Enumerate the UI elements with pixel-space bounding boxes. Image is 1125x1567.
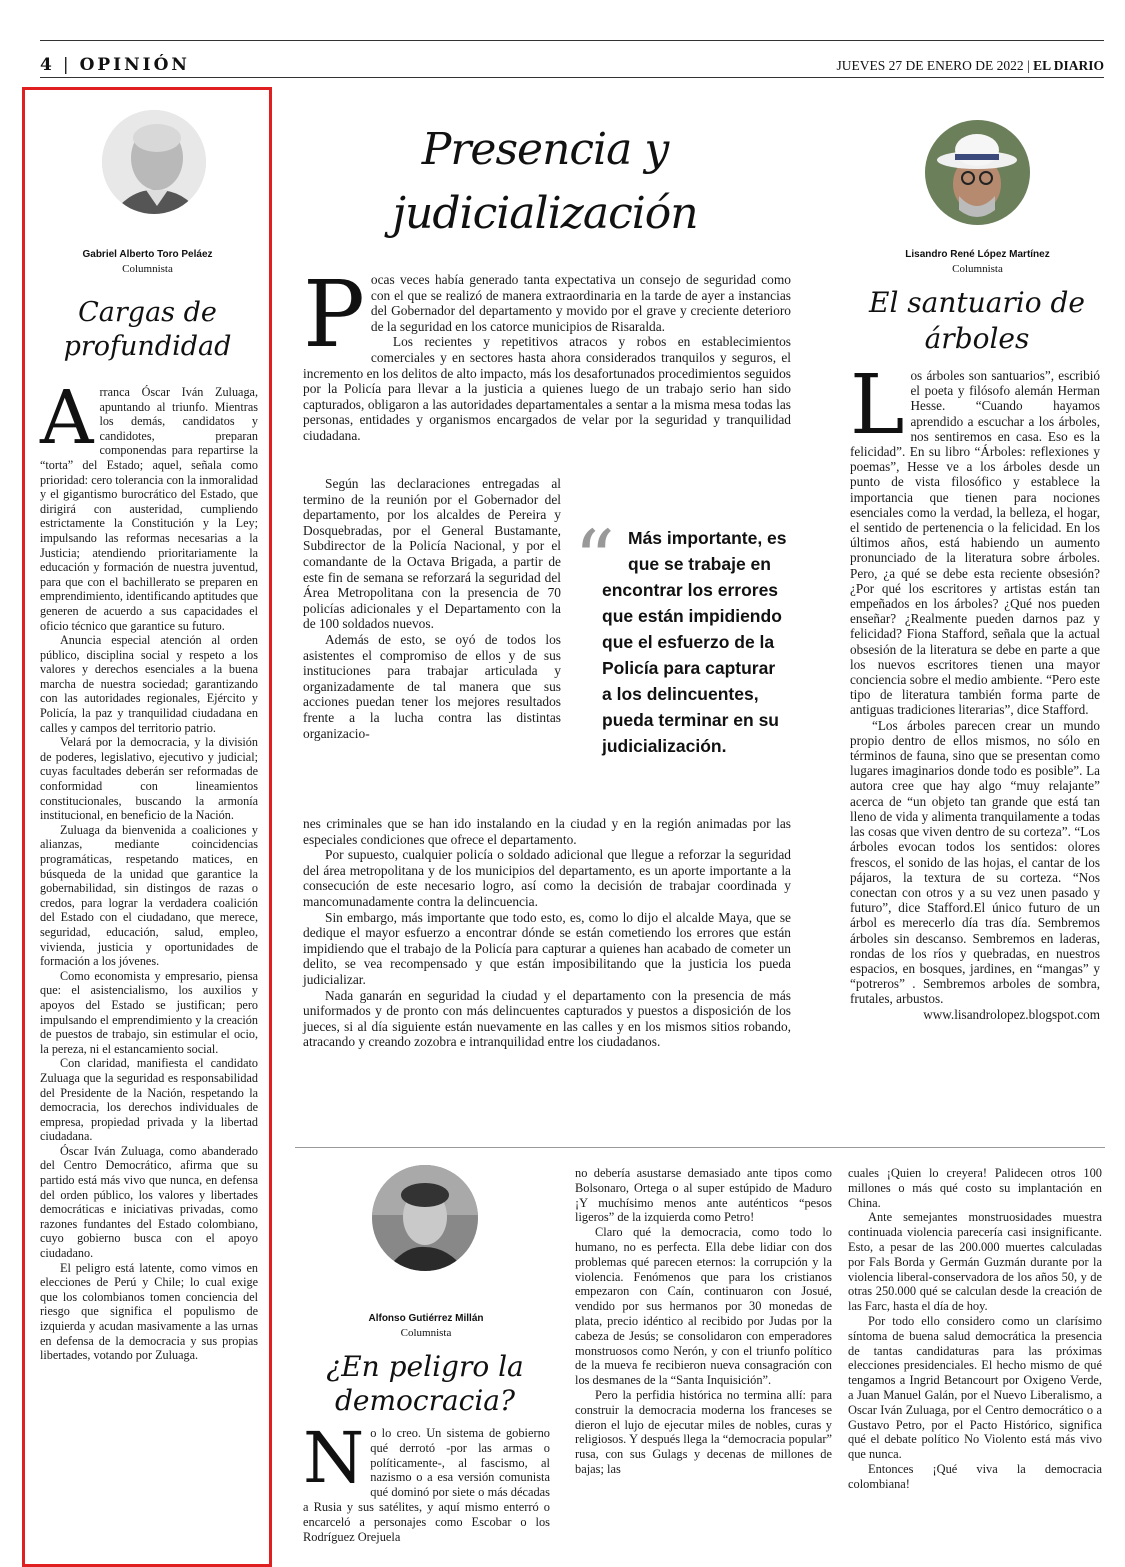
bottom-paragraph-7: Por todo ello considero como un clarísimo síntoma de buena salud democrática la presencia de tantas candidaturas para las próximas elecciones presidenciales. El hecho mismo de qué tengamos a Ingrid Betancourt por Oxigeno Verde, a Juan Manuel Galán, por el Nuevo Liberalismo, a Oscar Iván Zuluaga, por el Centro democrático o a Gustavo Petro, por el Pacto Histórico, significa qué el debate político No Violento está más vivo que nunca. — [848, 1313, 1102, 1462]
editorial-paragraph-4a: Además de esto, se oyó de todos los asistentes el compromiso de ellos y de sus instituciones para trabajar articulada y organizadamente de tal manera que sus acciones puedan tener los mejores resultados frente a la lucha contra las distintas organizacio- — [303, 631, 561, 741]
author-role-left: Columnista — [122, 263, 173, 275]
bottom-paragraph-8: Entonces ¡Qué viva la democracia colombiana! — [848, 1461, 1102, 1491]
bottom-paragraph-1: o lo creo. Un sistema de gobierno qué derrotó -por las armas o políticamente-, al fascismo, al nazismo o a esa versión comunista qué dominó por siete o más décadas a Rusia y sus satélites, y aquí mismo enterró o encarceló a personajes como Escobar o los Rodríguez Orejuela — [303, 1426, 550, 1544]
page-number: 4 — [40, 55, 55, 75]
editorial-title-line1: Presencia y — [421, 124, 669, 175]
quote-mark-icon: “ — [574, 513, 615, 606]
section-name: OPINIÓN — [79, 55, 190, 75]
left-paragraph-2: Anuncia especial atención al orden público, disciplina social y respeto a los valores y derechos esenciales a la buena marcha de nuestra sociedad; garantizando con las autoridades regionales, Ejército y Policía, la paz y tranquilidad ciudadana en calles y campos del territorio patrio. — [40, 633, 258, 735]
editorial-paragraph-7: Nada ganarán en seguridad la ciudad y el departamento con la presencia de más uniformados y de pronto con más delincuentes capturados y puestos a disposición de los jueces, si al día siguiente están nuevamente en las calles y en los mismos sitios robando, atracando y creando zozobra e intranquilidad entre los ciudadanos. — [303, 987, 791, 1050]
column-title-bottom-line2: democracia? — [334, 1384, 515, 1417]
author-name-left: Gabriel Alberto Toro Peláez — [82, 249, 213, 260]
drop-cap-left: A — [40, 375, 94, 461]
header-bottom-rule — [40, 77, 1104, 78]
quote-line-7: a los delincuentes, — [602, 684, 759, 704]
right-paragraph-2: “Los árboles parecen crear un mundo propio dentro de ellos mismos, no sólo en términos de fauna, sino que se presentan como lugares imaginarios donde todo es posible”. La autora cree que hay algo “muy relajante” acerca de “un objeto tan grande que está tan lleno de vida y alimenta tranquilamente a todas las cosas que viven dentro de su corteza”. “Los árboles evocan todos los sentidos: olores frescos, el sonido de las hojas, el cantar de los pájaros, la textura de su corteza. “Nos conectan con otros y a su vez unen pasado y futuro”, dice Stafford.El único futuro de un árbol es merecerlo día tras día. Sembremos árboles sin descanso. Sembremos en laderas, rondas de los ríos y quebradas, en nuestros espacios, en bosques, jardines, en “mangas” y “potreros” . Sembremos arboles de sombra, frutales, arbustos. — [850, 717, 1100, 1007]
column-body-left — [40, 375, 258, 1363]
bottom-paragraph-4: Pero la perfidia histórica no termina allí: para construir la democracia moderna los franceses se dieron el lujo de ejecutar miles de nobles, curas y religiosos. Y después llega la “democracia popular” rusa, con sus Gulags y decenas de millones de bajas; las — [575, 1387, 832, 1476]
page-header-left — [40, 55, 190, 75]
bottom-section-rule — [295, 1147, 1105, 1148]
editorial-body-top — [303, 261, 791, 444]
bottom-paragraph-6: Ante semejantes monstruosidades muestra continuada violencia parecería casi insignificante. Esto, a pesar de las 200.000 muertes calculadas por Fals Borda y Germán Guzmán durante por la violencia liberal-conservadora de los años 50, y de otras 250.000 qué se calculan desde la creación de las Farc, hasta el día de hoy. — [848, 1210, 1102, 1314]
column-title-right-line2: árboles — [924, 322, 1030, 355]
column-title-bottom-line1: ¿En peligro la — [326, 1350, 524, 1383]
editorial-paragraph-6: Sin embargo, más importante que todo esto, es, como lo dijo el alcalde Maya, que se dedique el mayor esfuerzo a encontrar dónde se están cometiendo los errores que están impidiendo que el trabajo de la Policía para capturar a quienes han acabado de cometer un delito, se vea recompensado y que están imposibilitando que la justicia los pueda judicializar. — [303, 909, 791, 987]
quote-line-2: que se trabaje en — [628, 554, 771, 574]
left-paragraph-4: Zuluaga da bienvenida a coaliciones y alianzas, mediante coincidencias programáticas, respetando matices, en búsqueda de la unidad que garantice la gobernabilidad, sin distingos de razas o credos, para lograr la verdadera coalición del Estado con el ciudadano, que merece, seguridad, educación, salud, empleo, vivienda, justicia y oportunidades de formación a los jóvenes. — [40, 822, 258, 969]
editorial-body-narrow — [303, 476, 561, 741]
left-paragraph-1: rranca Óscar Iván Zuluaga, apuntando al triunfo. Mientras los demás, candidatos y candidotes, preparan componendas para repartirse la “torta” del Estado; aquel, señala como prioridad: cero tolerancia con la inmoralidad y el gigantismo burocrático del Estado, que dirigirá con austeridad, cumpliendo estrictamente la Constitución y la Ley; impulsando las reformas necesarias a la Justicia; atendiendo prioritariamente la educación y formación de nuestra juventud, para que con el bachillerato se preparen en emprendimiento, identificando aptitudes que generen de acuerdo a sus capacidades el oficio técnico que garantice su futuro. — [40, 385, 258, 633]
quote-line-4: que están impidiendo — [602, 606, 782, 626]
author-role-right: Columnista — [952, 263, 1003, 275]
quote-line-6: Policía para capturar — [602, 658, 776, 678]
column-body-right — [850, 358, 1100, 1022]
quote-line-3: encontrar los errores — [602, 580, 779, 600]
left-paragraph-8: El peligro está latente, como vimos en elecciones de Perú y Chile; lo cual exige que los colombianos tomen conciencia del riesgo que significa el populismo de izquierda y acudan masivamente a las urnas en defensa de la democracia y sus propias libertades, votando por Zuluaga. — [40, 1260, 258, 1363]
editorial-paragraph-1: ocas veces había generado tanta expectativa un consejo de seguridad como con el que se realizó de manera extraordinaria en la tarde de ayer a instancias del Gobernador del departamento y movido por el grave y creciente deterioro de la seguridad en los catorce municipios de Risaralda. — [370, 272, 791, 334]
editorial-paragraph-5: Por supuesto, cualquier policía o soldado adicional que llegue a reforzar la seguridad del área metropolitana y de los municipios del departamento, es un aporte importante a la consecución de este necesario logro, así como la decisión de trabajar coordinada y mancomunadamente contra la delincuencia. — [303, 847, 791, 909]
left-paragraph-3: Velará por la democracia, y la división de poderes, legislativo, ejecutivo y judicial; cuyas facultades deberán ser reformadas de conformidad con lineamientos constitucionales, buscando la armonía institucional, en beneficio de la Nación. — [40, 735, 258, 823]
editorial-paragraph-3: Según las declaraciones entregadas al termino de la reunión por el Gobernador del departamento, por los alcaldes de Pereira y Dosquebradas, por el General Bustamante, Subdirector de la Policía Nacional, y por el comandante de la Octava Brigada, a partir de este fin de semana se reforzará la seguridad del Área Metropolitana con la presencia de 70 policías adicionales y el Departamento con la de 100 soldados nuevos. — [303, 476, 561, 632]
bottom-paragraph-5: cuales ¡Quien lo creyera! Palidecen otros 100 millones o más qué costo su implantación en China. — [848, 1166, 1102, 1210]
top-rule — [40, 40, 1104, 41]
author-photo-lopez — [925, 120, 1030, 225]
author-photo-gutierrez — [372, 1165, 478, 1271]
editorial-title — [285, 118, 805, 246]
editorial-body-bottom — [303, 816, 791, 1050]
left-paragraph-6: Con claridad, manifiesta el candidato Zuluaga que la seguridad es responsabilidad del Presidente de la Nación, respetando la democracia, los derechos individuales de empresa, propiedad privada y la libertad ciudadana. — [40, 1056, 258, 1144]
author-name-right: Lisandro René López Martínez — [905, 249, 1050, 260]
column-title-bottom — [305, 1350, 545, 1418]
quote-line-9: judicialización. — [602, 736, 727, 756]
issue-date: JUEVES 27 DE ENERO DE 2022 — [836, 58, 1024, 73]
author-role-bottom: Columnista — [400, 1327, 452, 1339]
drop-cap-bottom: N — [303, 1417, 365, 1499]
bottom-paragraph-3: Claro qué la democracia, como todo lo humano, no es perfecta. Ella debe lidiar con dos problemas qué parecen eternos: la corrupción y la violencia. Fenómenos que para los cristianos empezaron con Caín, continuaron con Josué, vendido por sus hermanos por 30 monedas de plata, precio idéntico al recibido por Judas por la cabeza de Jesús; se consolidaron con emperadores monstruosos como Nerón, y con el triunfo político de la mueva fe recibieron nueva consagración con los desmanes de la “Santa Inquisición”. — [575, 1225, 832, 1388]
column-title-right-line1: El santuario de — [869, 286, 1085, 319]
author-name-bottom: Alfonso Gutiérrez Millán — [368, 1313, 484, 1324]
header-separator: | — [62, 55, 72, 75]
quote-line-5: que el esfuerzo de la — [602, 632, 775, 652]
quote-line-1: Más importante, es — [628, 528, 787, 548]
bottom-column-3 — [848, 1166, 1102, 1492]
bottom-column-1 — [303, 1417, 550, 1544]
right-paragraph-1: os árboles son santuarios”, escribió el poeta y filósofo alemán Herman Hesse. “Cuando hayamos aprendido a escuchar a los árboles, nos sentiremos en casa. Eso es la felicidad”. En su libro “Árboles: reflexiones y poemas”, Hesse ve a los árboles desde un punto de vista filosófico y establece la importancia que tienen para nociones esenciales como la verdad, la belleza, el hogar, el sentido de pertenencia o la felicidad. En los últimos años, está habiendo un aumento pronunciado de la literatura sobre árboles. Pero, ¿a qué se debe esta reciente obsesión? ¿Por qué los escritores y artistas están tan empeñados en los árboles? ¿Qué nos pueden enseñar? ¿Realmente pueden darnos paz y felicidad? Fiona Stafford, señala que la actual obsesión de la literatura se debe en parte a que los nuevos escritores tienen una mayor conciencia sobre el medio ambiente. “Pero este tipo de literatura también forma parte de antiguas tradiciones literarias”, dice Stafford. — [850, 368, 1100, 718]
editorial-paragraph-4b: nes criminales que se han ido instalando en la ciudad y en la región animadas por las especiales condiciones que ofrece el departamento. — [303, 816, 791, 847]
column-title-right — [852, 285, 1102, 357]
page-header-right: JUEVES 27 DE ENERO DE 2022 | EL DIARIO — [836, 58, 1104, 73]
quote-line-8: pueda terminar en su — [602, 710, 779, 730]
left-paragraph-7: Óscar Iván Zuluaga, como abanderado del Centro Democrático, afirma que su partido está más vivo que nunca, en defensa del orden público, los valores y libertades democráticas e iniciativas privadas, como razones fundantes del Estado colombiano, cuyo gobierno busca con el apoyo ciudadano. — [40, 1143, 258, 1261]
bottom-paragraph-2: no debería asustarse demasiado ante tipos como Bolsonaro, Ortega o al super estúpido de Maduro ¡Y muchísimo menos ante auténticos “pesos ligeros” de la izquierda como Petro! — [575, 1166, 832, 1225]
author-photo-toro — [102, 110, 206, 214]
editorial-title-line2: judicialización — [392, 188, 698, 239]
pull-quote — [602, 525, 802, 759]
drop-cap-right: L — [850, 358, 905, 453]
paper-name: EL DIARIO — [1033, 58, 1104, 73]
drop-cap-main: P — [303, 261, 365, 368]
author-website: www.lisandrolopez.blogspot.com — [923, 1006, 1100, 1022]
editorial-paragraph-2: Los recientes y repetitivos atracos y robos en establecimientos comerciales y en sectores hasta ahora considerados tranquilos y seguros, el incremento en los delitos de alto impacto, más los desafortunados procedimientos seguidos por la Policía para llevar a la justicia a quienes luego de un trabajo serio han sido capturados, obligaron a las autoridades departamentales a sentar a la misma mesa todas las personas, entidades y organismos encargados de velar por la seguridad y tranquilidad ciudadana. — [303, 334, 791, 443]
column-title-left: Cargas de profundidad — [63, 297, 232, 362]
bottom-column-2 — [575, 1166, 832, 1477]
left-paragraph-5: Como economista y empresario, piensa que: el asistencialismo, los auxilios y apoyos del Estado se justifican; pero impulsando el emprendimiento y la creación de puestos de trabajo, sin estimular el ocio, la pereza, ni el estancamiento social. — [40, 968, 258, 1056]
